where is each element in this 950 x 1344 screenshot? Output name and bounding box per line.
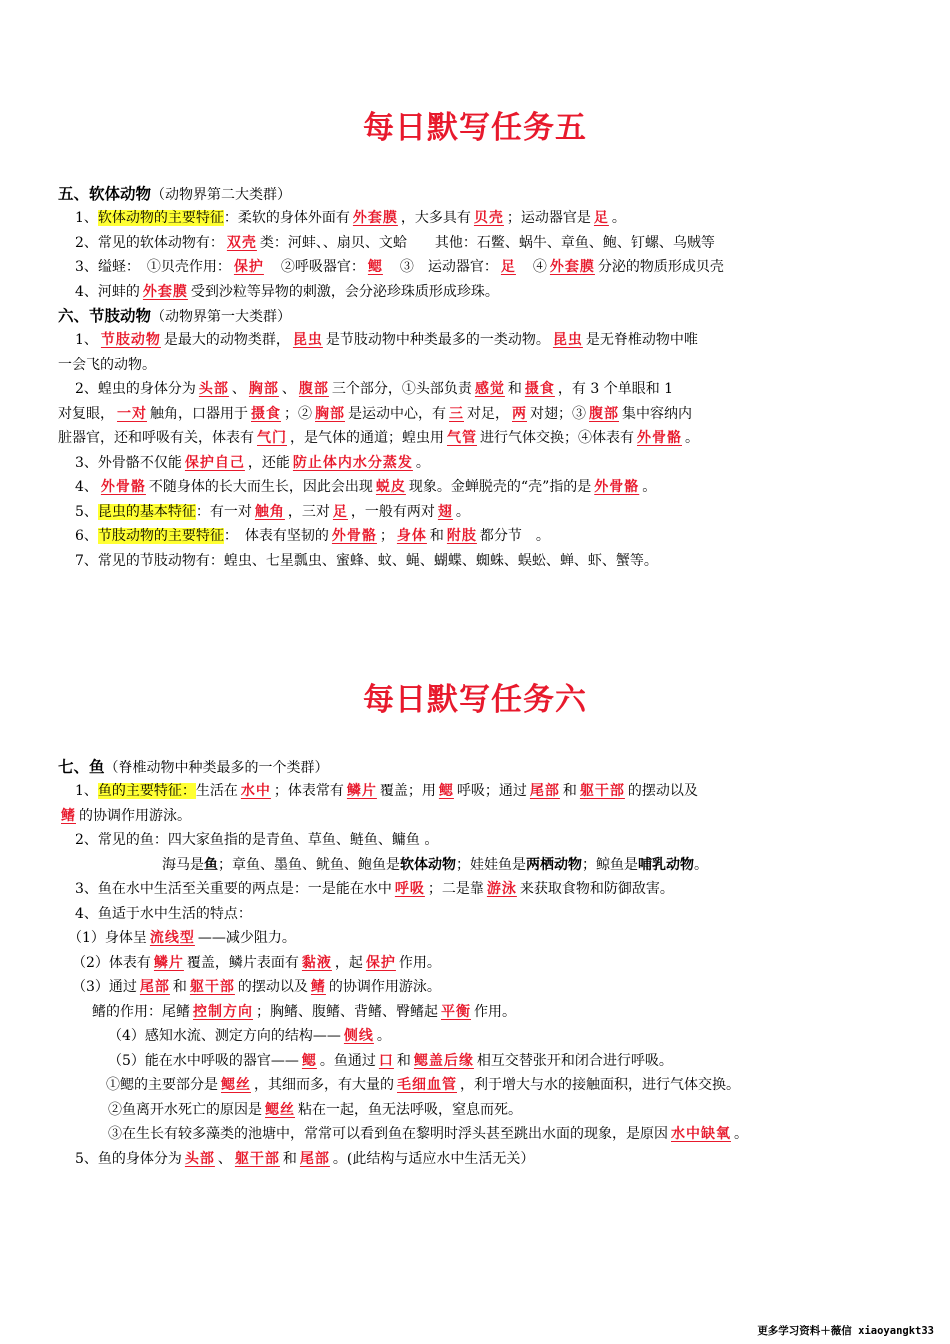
answer: 翅 xyxy=(437,503,453,520)
line xyxy=(58,231,898,256)
text-fragment: ；运动器官是 xyxy=(506,210,591,226)
text-fragment: 覆盖，鳞片表面有 xyxy=(186,954,299,971)
line xyxy=(58,402,898,427)
text-fragment: ，大多具有 xyxy=(400,210,471,226)
answer: 控制方向 xyxy=(193,1003,253,1020)
text-fragment: ，是气体的通道；蝗虫用 xyxy=(290,430,444,446)
section-heading xyxy=(58,755,898,779)
answer: 昆虫 xyxy=(292,332,323,348)
answer: 水中缺氧 xyxy=(671,1126,731,1142)
text-fragment: 4、 xyxy=(75,479,98,495)
text-fragment: 对翅；③ xyxy=(530,405,586,422)
text-fragment: ；体表常有 xyxy=(273,783,344,799)
text-fragment: ；章鱼、墨鱼、鱿鱼、鲍鱼是 xyxy=(218,856,400,873)
text-fragment: （2）体表有 xyxy=(72,954,151,971)
answer: 胸部 xyxy=(248,381,279,397)
line xyxy=(58,206,898,231)
answer: 气管 xyxy=(447,430,477,446)
text-fragment: 的协调作用游泳。 xyxy=(328,979,441,995)
answer: 尾部 xyxy=(529,783,560,799)
text-fragment: 都分节 。 xyxy=(479,528,550,544)
text-fragment: ；二是靠 xyxy=(427,881,484,897)
line: 一会飞的动物。 xyxy=(58,356,156,373)
text-fragment: 相互交替张开和闭合进行呼吸。 xyxy=(476,1052,673,1069)
text-fragment: （5）能在水中呼吸的器官—— xyxy=(108,1052,299,1069)
text-fragment: 。 xyxy=(376,1028,391,1044)
text-fragment: 1、 xyxy=(75,210,98,226)
text-fragment: 鳍的作用：尾鳍 xyxy=(92,1003,190,1020)
answer: 鳃 xyxy=(438,783,454,799)
section-heading xyxy=(58,182,898,206)
text-fragment: 鱼 xyxy=(204,856,218,873)
answer: 节肢动物 xyxy=(100,332,161,348)
answer: 一对 xyxy=(117,405,147,422)
line xyxy=(58,328,898,353)
answer: 保护 xyxy=(365,954,396,971)
key-term-highlight: 软体动物的主要特征 xyxy=(97,210,224,226)
line xyxy=(58,853,898,878)
line xyxy=(58,255,898,280)
answer: 身体 xyxy=(396,528,427,544)
text-fragment: 脏器官，还和呼吸有关，体表有 xyxy=(58,430,254,446)
text-fragment: ，有 3 个单眼和 1 xyxy=(557,381,674,397)
line xyxy=(58,475,898,500)
text-fragment: 触角，口器用于 xyxy=(150,405,248,422)
text-fragment: ，起 xyxy=(334,954,363,971)
text-fragment: 是无脊椎动物中唯 xyxy=(585,332,698,348)
text-fragment: ： 体表有坚韧的 xyxy=(223,528,329,544)
text-fragment: ①鳃的主要部分是 xyxy=(106,1077,218,1093)
text-fragment: （脊椎动物中种类最多的一个类群） xyxy=(104,760,329,776)
text-fragment: 受到沙粒等异物的刺激，会分泌珍珠质形成珍珠。 xyxy=(190,283,499,300)
text-fragment: ，利于增大与水的接触面积，进行气体交换。 xyxy=(460,1077,740,1093)
answer: 外骨骼 xyxy=(331,528,377,544)
answer: 附肢 xyxy=(446,528,477,544)
text-fragment: ，其细而多，有大量的 xyxy=(254,1077,394,1093)
text-fragment: （动物界第二大类群） xyxy=(151,187,292,203)
footer-note: 更多学习资料＋薇信 xiaoyangkt33 xyxy=(757,1325,934,1337)
text-fragment: 。 xyxy=(685,430,699,446)
text-fragment: 5、 xyxy=(75,503,98,520)
answer: 昆虫 xyxy=(552,332,583,348)
line xyxy=(58,926,898,951)
answer: 尾部 xyxy=(299,1150,330,1167)
text-fragment: 粘在一起，鱼无法呼吸，窒息而死。 xyxy=(298,1101,522,1118)
text-fragment: 三个部分，①头部负责 xyxy=(331,381,472,397)
line xyxy=(58,1073,898,1098)
text-fragment: ：有一对 xyxy=(195,503,252,520)
answer: 呼吸 xyxy=(394,881,425,897)
line xyxy=(58,804,898,829)
text-fragment: 两栖动物 xyxy=(526,856,582,873)
answer: 鳃丝 xyxy=(265,1101,295,1118)
text-fragment: 和 xyxy=(282,1150,297,1167)
answer: 足 xyxy=(500,259,516,275)
answer: 腹部 xyxy=(298,381,329,397)
line xyxy=(58,280,898,305)
text-fragment: 的协调作用游泳。 xyxy=(79,807,191,824)
key-term-highlight: 鱼的主要特征： xyxy=(97,783,196,799)
line xyxy=(58,779,898,804)
answer: 躯干部 xyxy=(189,979,235,995)
answer: 躯干部 xyxy=(579,783,625,799)
text-fragment: 七、鱼 xyxy=(58,758,105,776)
text-fragment: 覆盖；用 xyxy=(379,783,436,799)
answer: 鳃 xyxy=(367,259,383,275)
text-fragment: 1、 xyxy=(75,783,98,799)
text-fragment: 哺乳动物 xyxy=(638,856,694,873)
text-fragment: 和 xyxy=(172,979,187,995)
text-fragment: 的摆动以及 xyxy=(237,979,308,995)
text-fragment: 。 xyxy=(642,479,657,495)
text-fragment: 和 xyxy=(396,1052,411,1069)
answer: 平衡 xyxy=(441,1003,471,1020)
text-fragment: 6、 xyxy=(75,528,98,544)
answer: 外套膜 xyxy=(549,259,595,275)
text-fragment: 海马是 xyxy=(162,856,204,873)
answer: 外骨骼 xyxy=(637,430,682,446)
text-fragment: 生活在 xyxy=(195,783,238,799)
text-fragment: 5、鱼的身体分为 xyxy=(75,1150,182,1167)
text-fragment: 4、河蚌的 xyxy=(75,283,140,300)
text-fragment: 软体动物 xyxy=(400,856,456,873)
answer: 鳃 xyxy=(301,1052,317,1069)
text-fragment: 。 xyxy=(415,454,430,471)
text-fragment: ；娃娃鱼是 xyxy=(456,856,526,873)
section-fish xyxy=(58,755,898,1171)
text-fragment: 集中容纳内 xyxy=(622,405,692,422)
answer: 足 xyxy=(332,503,348,520)
text-fragment: 作用。 xyxy=(398,954,441,971)
text-fragment: 、 xyxy=(281,381,296,397)
line xyxy=(58,1049,898,1074)
text-fragment: 六、节肢动物 xyxy=(58,307,152,325)
answer: 外骨骼 xyxy=(100,479,146,495)
line: 4、鱼适于水中生活的特点： xyxy=(75,905,252,922)
text-fragment: （1）身体呈 xyxy=(68,930,147,946)
text-fragment: 五、软体动物 xyxy=(58,185,152,203)
text-fragment: 和 xyxy=(507,381,522,397)
line xyxy=(58,377,898,402)
answer: 鳞片 xyxy=(153,954,184,971)
text-fragment: ，一般有两对 xyxy=(350,503,435,520)
answer: 摄食 xyxy=(524,381,555,397)
text-fragment: （3）通过 xyxy=(72,979,137,995)
text-fragment: 类：河蚌、、扇贝、文蛤 其他：石鳖、蜗牛、章鱼、鲍、钉螺、乌贼等 xyxy=(259,234,715,251)
answer: 尾部 xyxy=(139,979,170,995)
task5-title: 每日默写任务五 xyxy=(363,110,587,146)
text-fragment: 对复眼， xyxy=(58,405,114,422)
answer: 气门 xyxy=(257,430,287,446)
text-fragment: 对足， xyxy=(467,405,509,422)
text-fragment: 和 xyxy=(429,528,444,544)
line xyxy=(58,451,898,476)
answer: 贝壳 xyxy=(473,210,504,226)
line xyxy=(58,1000,898,1025)
answer: 鳃丝 xyxy=(221,1077,251,1093)
line xyxy=(58,426,898,451)
answer: 头部 xyxy=(198,381,229,397)
answer: 水中 xyxy=(240,783,271,799)
answer: 口 xyxy=(378,1052,394,1069)
answer: 侧线 xyxy=(343,1028,374,1044)
text-fragment: 3、外骨骼不仅能 xyxy=(75,454,182,471)
text-fragment: 3、鱼在水中生活至关重要的两点是：一是能在水中 xyxy=(75,881,392,897)
answer: 流线型 xyxy=(149,930,195,946)
answer: 外套膜 xyxy=(142,283,188,300)
text-fragment: ，三对 xyxy=(287,503,330,520)
line xyxy=(58,500,898,525)
line xyxy=(58,524,898,549)
text-fragment: 进行气体交换；④体表有 xyxy=(480,430,634,446)
answer: 毛细血管 xyxy=(397,1077,457,1093)
answer: 鳍 xyxy=(310,979,326,995)
text-fragment: （4）感知水流、测定方向的结构—— xyxy=(108,1028,341,1044)
answer: 防止体内水分蒸发 xyxy=(292,454,413,471)
text-fragment: 作用。 xyxy=(474,1003,516,1020)
text-fragment: 1、 xyxy=(75,332,98,348)
text-fragment: 的摆动以及 xyxy=(627,783,698,799)
answer: 腹部 xyxy=(589,405,619,422)
text-fragment: ③在生长有较多藻类的池塘中，常常可以看到鱼在黎明时浮头甚至跳出水面的现象，是原因 xyxy=(108,1126,668,1142)
line xyxy=(58,877,898,902)
text-fragment: 、 xyxy=(231,381,246,397)
answer: 保护 xyxy=(233,259,264,275)
section-heading xyxy=(58,304,898,328)
answer: 两 xyxy=(512,405,527,422)
answer: 躯干部 xyxy=(234,1150,280,1167)
answer: 鳃盖后缘 xyxy=(413,1052,474,1069)
answer: 头部 xyxy=(184,1150,215,1167)
text-fragment: 。 xyxy=(611,210,626,226)
task6-title: 每日默写任务六 xyxy=(363,682,587,718)
text-fragment: ；胸鳍、腹鳍、背鳍、臀鳍起 xyxy=(256,1003,438,1020)
line xyxy=(58,975,898,1000)
text-fragment: ——减少阻力。 xyxy=(197,930,296,946)
answer: 摄食 xyxy=(251,405,281,422)
line xyxy=(58,1024,898,1049)
answer: 胸部 xyxy=(315,405,345,422)
answer: 双壳 xyxy=(226,234,257,251)
text-fragment: 是运动中心，有 xyxy=(348,405,446,422)
text-fragment: 。 xyxy=(694,856,708,873)
line xyxy=(58,1147,898,1172)
text-fragment: 现象。金蝉脱壳的“壳”指的是 xyxy=(408,479,592,495)
answer: 保护自己 xyxy=(184,454,245,471)
text-fragment: 是最大的动物类群， xyxy=(163,332,290,348)
text-fragment: 2、蝗虫的身体分为 xyxy=(75,381,196,397)
answer: 触角 xyxy=(254,503,285,520)
text-fragment: 。鱼通过 xyxy=(319,1052,376,1069)
answer: 足 xyxy=(593,210,609,226)
text-fragment: ； xyxy=(379,528,394,544)
answer: 外套膜 xyxy=(352,210,398,226)
text-fragment: 来获取食物和防御敌害。 xyxy=(519,881,674,897)
answer: 鳞片 xyxy=(346,783,377,799)
text-fragment: 。 xyxy=(734,1126,748,1142)
answer: 蜕皮 xyxy=(375,479,406,495)
answer: 黏液 xyxy=(301,954,332,971)
text-fragment: 是节肢动物中种类最多的一类动物。 xyxy=(325,332,550,348)
text-fragment: ：柔软的身体外面有 xyxy=(223,210,350,226)
line: 2、常见的鱼：四大家鱼指的是青鱼、草鱼、鲢鱼、鳙鱼 。 xyxy=(75,832,439,848)
text-fragment: ，还能 xyxy=(247,454,290,471)
key-term-highlight: 节肢动物的主要特征 xyxy=(97,528,224,544)
answer: 感觉 xyxy=(474,381,505,397)
answer: 外骨骼 xyxy=(594,479,640,495)
text-fragment: 呼吸；通过 xyxy=(456,783,527,799)
line: 7、常见的节肢动物有：蝗虫、七星瓢虫、蜜蜂、蚊、蝇、蝴蝶、蜘蛛、蜈蚣、蝉、虾、蟹等。 xyxy=(75,552,658,569)
line xyxy=(58,951,898,976)
text-fragment: 2、常见的软体动物有： xyxy=(75,234,224,251)
text-fragment: 。 xyxy=(455,503,470,520)
text-fragment: 分泌的物质形成贝壳 xyxy=(597,259,724,275)
text-fragment: ③ 运动器官： xyxy=(385,259,498,275)
text-fragment: ；鲸鱼是 xyxy=(582,856,638,873)
text-fragment: ；② xyxy=(284,405,312,422)
text-fragment: 3、缢蛏： ①贝壳作用： xyxy=(75,259,231,275)
line xyxy=(58,1098,898,1123)
text-fragment: 不随身体的长大而生长，因此会出现 xyxy=(148,479,373,495)
section-mollusks xyxy=(58,182,898,573)
key-term-highlight: 昆虫的基本特征 xyxy=(97,503,196,520)
text-fragment: ④ xyxy=(518,259,547,275)
answer: 游泳 xyxy=(486,881,517,897)
line xyxy=(58,1122,898,1147)
text-fragment: （动物界第一大类群） xyxy=(151,309,292,325)
text-fragment: ②呼吸器官： xyxy=(266,259,365,275)
answer: 鳍 xyxy=(61,807,76,824)
text-fragment: ②鱼离开水死亡的原因是 xyxy=(108,1101,262,1118)
text-fragment: 和 xyxy=(562,783,577,799)
text-fragment: 、 xyxy=(217,1150,232,1167)
text-fragment: 。(此结构与适应水中生活无关） xyxy=(332,1150,535,1167)
answer: 三 xyxy=(449,405,464,422)
